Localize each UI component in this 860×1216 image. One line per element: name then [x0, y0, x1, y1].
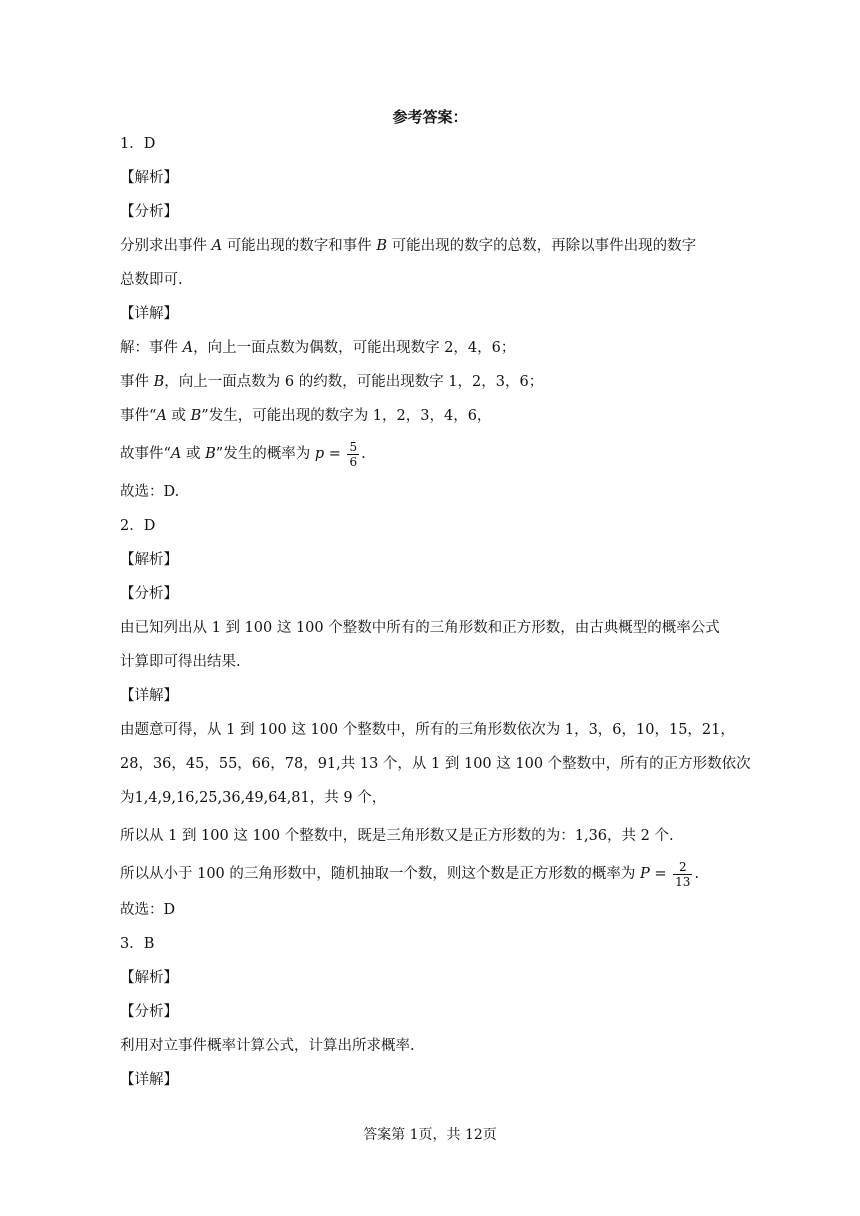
q2-fenxi-line2: 计算即可得出结果. [120, 654, 241, 670]
q1-detail-line2: 事件 B，向上一面点数为 6 的约数，可能出现数字 1，2，3，6； [120, 374, 544, 390]
q2-xiangjie-heading: 【详解】 [120, 688, 178, 704]
q2-probability-fraction: $\frac{2}{13}$ [675, 859, 691, 889]
q2-detail-line2: 28，36，45，55，66，78，91,共 13 个，从 1 到 100 这 100 个整数中，所有的正方形数依次 [120, 756, 751, 772]
q1-jiexi-heading: 【解析】 [120, 170, 178, 186]
q2-detail-line4: 所以从 1 到 100 这 100 个整数中，既是三角形数又是正方形数的为：1,36，共 2 个. [120, 828, 674, 844]
q1-detail-line1: 解：事件 A，向上一面点数为偶数，可能出现数字 2，4，6； [120, 340, 516, 356]
q1-fenxi-heading: 【分析】 [120, 204, 178, 220]
q1-fenxi-line2: 总数即可. [120, 272, 183, 288]
q2-jiexi-heading: 【解析】 [120, 552, 178, 568]
q2-choose: 故选：D [120, 902, 176, 918]
q2-fenxi-heading: 【分析】 [120, 586, 178, 602]
page-footer: 答案第 1页，共 12页 [363, 1127, 497, 1143]
q3-jiexi-heading: 【解析】 [120, 970, 178, 986]
q2-detail-line1: 由题意可得，从 1 到 100 这 100 个整数中，所有的三角形数依次为 1，3，6，10，15，21， [120, 722, 735, 738]
page-title: 参考答案： [392, 108, 468, 126]
q2-detail-line5: 所以从小于 100 的三角形数中，随机抽取一个数，则这个数是正方形数的概率为 P = $\frac{2}{13}$ . [120, 859, 700, 889]
q2-answer: 2．D [120, 518, 156, 534]
q3-answer: 3．B [120, 936, 155, 952]
q1-answer: 1．D [120, 136, 156, 152]
q2-detail-line3: 为1,4,9,16,25,36,49,64,81，共 9 个， [120, 790, 387, 806]
q1-probability-fraction: $\frac{5}{6}$ [349, 439, 358, 469]
q1-detail-line3: 事件“A 或 B”发生，可能出现的数字为 1，2，3，4，6， [120, 408, 492, 424]
q3-fenxi-heading: 【分析】 [120, 1004, 178, 1020]
q1-xiangjie-heading: 【详解】 [120, 306, 178, 322]
q1-detail-line4: 故事件“A 或 B”发生的概率为 p = $\frac{5}{6}$ . [120, 439, 366, 469]
q3-xiangjie-heading: 【详解】 [120, 1072, 178, 1088]
q1-fenxi-line1: 分别求出事件 A 可能出现的数字和事件 B 可能出现的数字的总数，再除以事件出现的数字 [120, 238, 697, 254]
q2-fenxi-line1: 由已知列出从 1 到 100 这 100 个整数中所有的三角形数和正方形数，由古典概型的概率公式 [120, 620, 720, 636]
q1-choose: 故选：D. [120, 484, 180, 500]
q3-fenxi-line1: 利用对立事件概率计算公式，计算出所求概率. [120, 1038, 415, 1054]
